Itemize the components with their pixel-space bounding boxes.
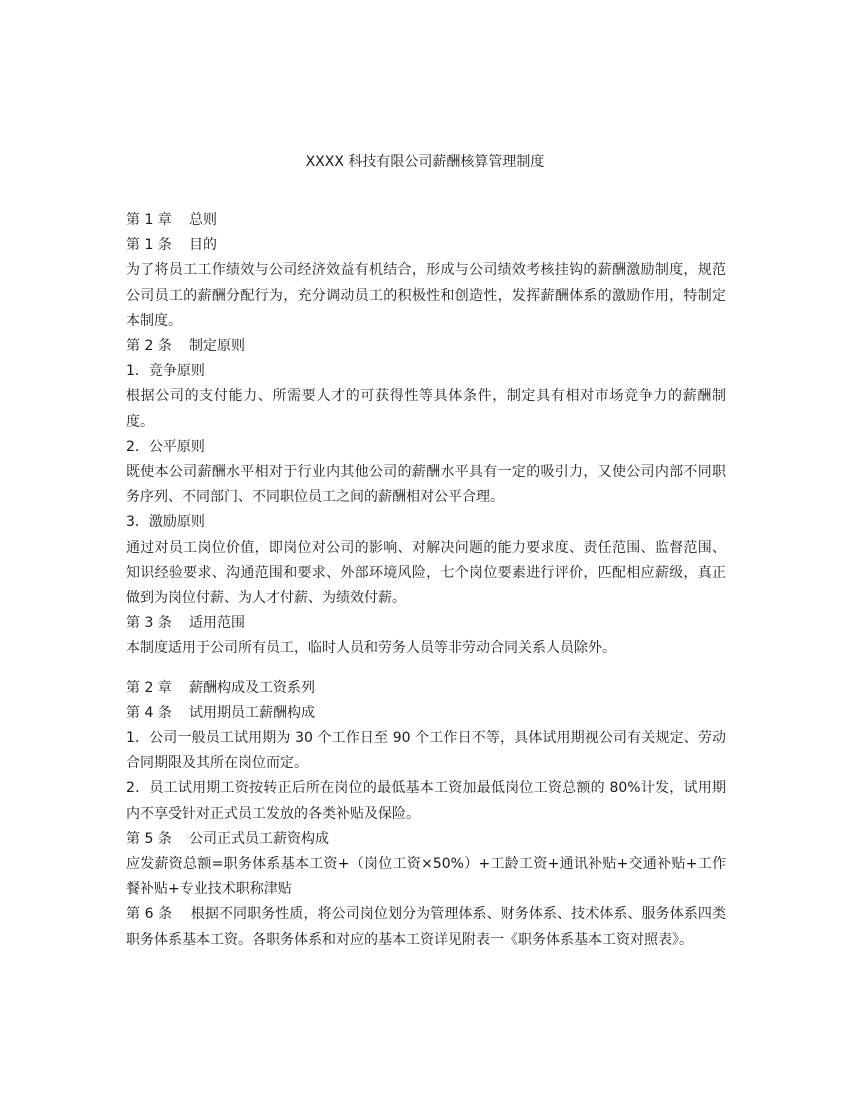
principle-2-paragraph: 既使本公司薪酬水平相对于行业内其他公司的薪酬水平具有一定的吸引力，又使公司内部不同职务序列、不同部门、不同职位员工之间的薪酬相对公平合理。 (126, 464, 726, 506)
salary-formula-paragraph: 应发薪资总额=职务体系基本工资+（岗位工资×50%）+工龄工资+通讯补贴+交通补贴+工作餐补贴+专业技术职称津贴 (126, 856, 726, 898)
chapter-2-title: 薪酬构成及工资系列 (189, 679, 315, 696)
principle-1-paragraph: 根据公司的支付能力、所需要人才的可获得性等具体条件，制定具有相对市场竞争力的薪酬制度。 (126, 388, 726, 430)
principle-2-title: 2．公平原则 (126, 438, 205, 455)
article-1-label: 第 1 条 (126, 237, 172, 254)
principle-1-title: 1．竞争原则 (126, 363, 205, 380)
principle-3-title: 3．激励原则 (126, 514, 205, 531)
chapter-2-heading (126, 676, 726, 701)
chapter-1-heading (126, 208, 726, 233)
section-spacer (126, 662, 726, 676)
article-3-label: 第 3 条 (126, 615, 172, 632)
principle-3-paragraph: 通过对员工岗位价值，即岗位对公司的影响、对解决问题的能力要求度、责任范围、监督范围、知识经验要求、沟通范围和要求、外部环境风险，七个岗位要素进行评价，匹配相应薪级，真正做到为岗位付薪、为人才付薪、为绩效付薪。 (126, 539, 726, 607)
article-5-heading (126, 827, 726, 852)
probation-item-1: 1．公司一般员工试用期为 30 个工作日至 90 个工作日不等，具体试用期视公司有关规定、劳动合同期限及其所在岗位而定。 (126, 730, 726, 772)
probation-item-2: 2．员工试用期工资按转正后所在岗位的最低基本工资加最低岗位工资总额的 80%计发，试用期内不享受针对正式员工发放的各类补贴及保险。 (126, 780, 726, 822)
chapter-1-label: 第 1 章 (126, 212, 172, 228)
article-1-heading (126, 233, 726, 258)
purpose-paragraph: 为了将员工工作绩效与公司经济效益有机结合，形成与公司绩效考核挂钩的薪酬激励制度，规范公司员工的薪酬分配行为，充分调动员工的积极性和创造性，发挥薪酬体系的激励作用，特制定本制度。 (126, 262, 726, 329)
article-2-title: 制定原则 (189, 338, 245, 355)
article-6-paragraph: 第 6 条 根据不同职务性质，将公司岗位划分为管理体系、财务体系、技术体系、服务体系四类职务体系基本工资。各职务体系和对应的基本工资详见附表一《职务体系基本工资对照表》。 (126, 906, 726, 948)
article-5-label: 第 5 条 (126, 830, 172, 847)
article-3-heading (126, 611, 726, 636)
scope-paragraph: 本制度适用于公司所有员工，临时人员和劳务人员等非劳动合同关系人员除外。 (126, 640, 616, 657)
article-5-title: 公司正式员工薪资构成 (189, 830, 329, 847)
article-1-title: 目的 (189, 237, 217, 254)
article-2-heading (126, 334, 726, 359)
article-4-heading (126, 701, 726, 726)
article-4-label: 第 4 条 (126, 704, 172, 721)
chapter-1-title: 总则 (189, 212, 217, 228)
document-title: XXXX 科技有限公司薪酬核算管理制度 (305, 154, 545, 170)
document-body (126, 208, 726, 953)
article-2-label: 第 2 条 (126, 338, 172, 355)
chapter-2-label: 第 2 章 (126, 679, 172, 696)
article-4-title: 试用期员工薪酬构成 (189, 704, 315, 721)
article-3-title: 适用范围 (189, 615, 245, 632)
